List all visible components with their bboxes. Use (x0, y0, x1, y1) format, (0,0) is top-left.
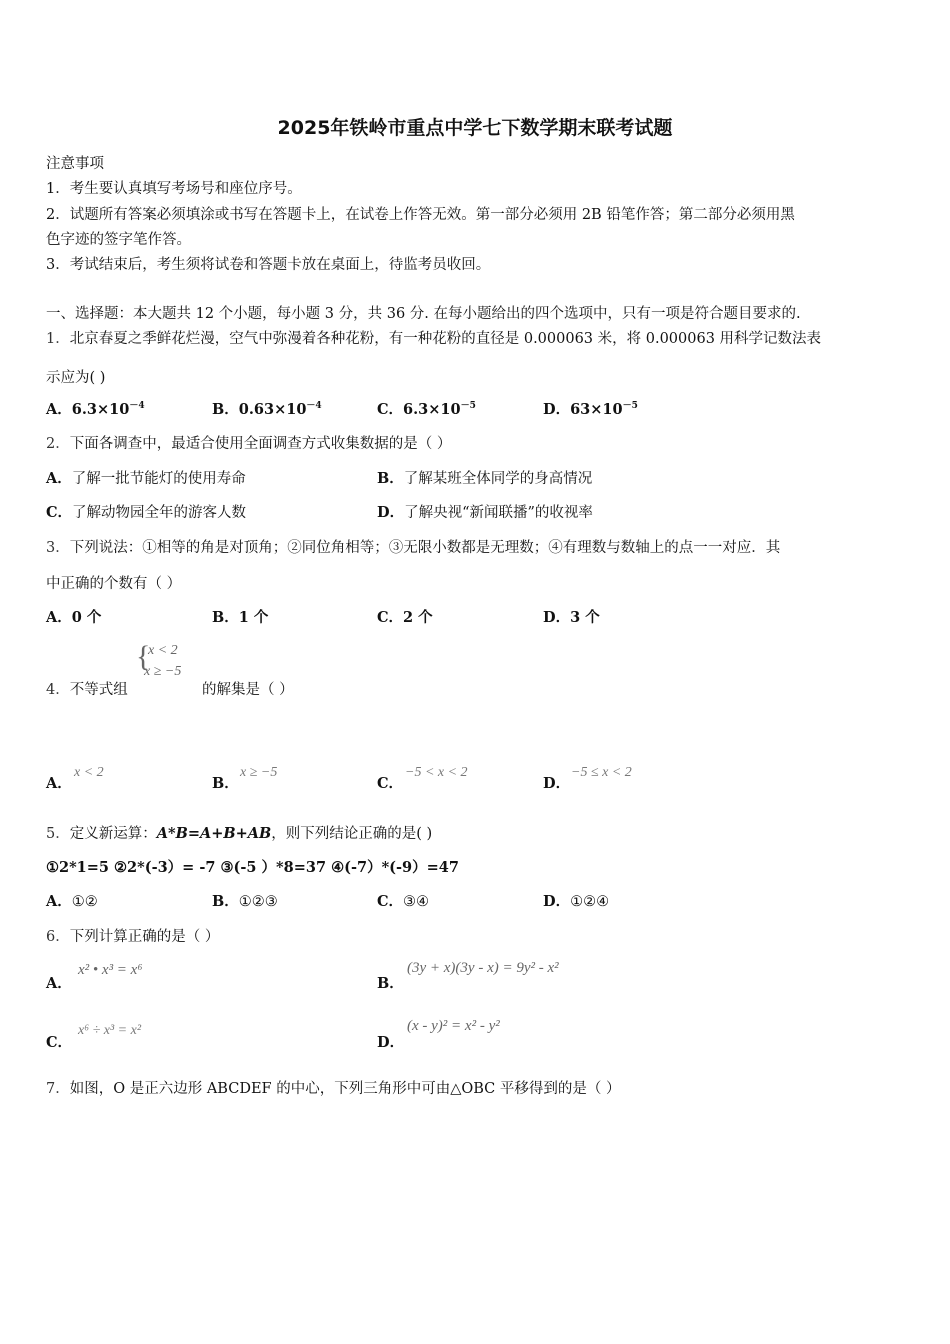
question-4-post: 的解集是（ ） (202, 682, 294, 698)
question-3 (46, 536, 780, 557)
q6-option-d-math: (x - y)² = x² - y² (407, 1018, 500, 1034)
question-6 (46, 925, 219, 946)
q4-option-c[interactable]: C． (377, 775, 404, 792)
question-5-statements: ①2*1=5 ②2*(-3）= -7 ③(-5 ）*8=37 ④(-7）*(-9）=47 (46, 859, 459, 876)
notice-item-1: 1．考生要认真填写考场号和座位序号。 (46, 181, 302, 197)
question-text: 北京春夏之季鲜花烂漫，空气中弥漫着各种花粉，有一种花粉的直径是 0.000063 米，将 0.000063 用科学记数法表 (69, 331, 822, 347)
q4-option-d[interactable]: D． (543, 775, 571, 792)
q1-option-a[interactable]: A．$6.3\times 10^{-4}$ (46, 401, 145, 418)
question-number: 1． (46, 331, 70, 347)
q2-option-a[interactable]: A．了解一批节能灯的使用寿命 (46, 470, 246, 487)
question-5: 5．定义新运算：A*B=A+B+AB，则下列结论正确的是( ) (46, 825, 433, 842)
question-text: 下列计算正确的是（ ） (69, 929, 220, 945)
operation-expression: A*B=A+B+AB (156, 825, 272, 842)
question-7 (46, 1077, 620, 1098)
q3-option-a[interactable]: A．0 个 (46, 609, 102, 626)
q6-option-a[interactable]: A． (46, 975, 72, 992)
q6-option-a-math: x² • x³ = x⁶ (78, 962, 143, 978)
q2-option-d[interactable]: D．了解央视“新闻联播”的收视率 (377, 504, 593, 521)
question-number: 7． (46, 1081, 70, 1097)
q5-option-b[interactable]: B．①②③ (212, 893, 278, 910)
q4-option-b[interactable]: B． (212, 775, 239, 792)
q5-option-c[interactable]: C．③④ (377, 893, 430, 910)
q6-option-c-math: x⁶ ÷ x³ = x² (78, 1023, 142, 1038)
q1-option-c[interactable]: C．$6.3\times 10^{-5}$ (377, 401, 476, 418)
q1-option-d[interactable]: D．$63\times 10^{-5}$ (543, 401, 638, 418)
q6-option-c[interactable]: C． (46, 1034, 73, 1051)
q3-option-b[interactable]: B．1 个 (212, 609, 269, 626)
q6-option-b[interactable]: B． (377, 975, 404, 992)
q4-option-a[interactable]: A． (46, 775, 72, 792)
question-number: 6． (46, 929, 70, 945)
q1-option-b[interactable]: B．$0.63\times 10^{-4}$ (212, 401, 322, 418)
q2-option-c[interactable]: C．了解动物园全年的游客人数 (46, 504, 247, 521)
notice-item-3: 3．考试结束后，考生须将试卷和答题卡放在桌面上，待监考员收回。 (46, 257, 491, 273)
q5-option-a[interactable]: A．①② (46, 893, 98, 910)
question-number: 5． (46, 826, 70, 842)
section-heading: 一、选择题：本大题共 12 个小题，每小题 3 分，共 36 分. 在每小题给出的四个选项中，只有一项是符合题目要求的. (46, 306, 801, 322)
q3-option-d[interactable]: D．3 个 (543, 609, 600, 626)
question-2 (46, 432, 451, 453)
question-number: 4． (46, 682, 70, 698)
question-1-cont: 示应为( ) (46, 370, 106, 386)
question-text: 下面各调查中，最适合使用全面调查方式收集数据的是（ ） (69, 436, 452, 452)
q3-option-c[interactable]: C．2 个 (377, 609, 433, 626)
question-text-pre: 不等式组 (69, 682, 128, 698)
page-title: 2025年铁岭市重点中学七下数学期末联考试题 (277, 117, 673, 139)
question-1 (46, 327, 821, 348)
q6-option-b-math: (3y + x)(3y - x) = 9y² - x² (407, 960, 559, 976)
q6-option-d[interactable]: D． (377, 1034, 405, 1051)
q5-option-d[interactable]: D．①②④ (543, 893, 610, 910)
notice-item-2-cont: 色字迹的签字笔作答。 (46, 232, 191, 248)
question-number: 2． (46, 436, 70, 452)
question-number: 3． (46, 540, 70, 556)
question-text: 下列说法：①相等的角是对顶角；②同位角相等；③无限小数都是无理数；④有理数与数轴上的点一一对应．其 (69, 540, 781, 556)
notice-item-2: 2．试题所有答案必须填涂或书写在答题卡上，在试卷上作答无效。第一部分必须用 2B 铅笔作答；第二部分必须用黑 (46, 207, 795, 223)
brace-icon: { (136, 640, 151, 673)
system-line-1: x < 2 (148, 643, 178, 658)
q4-option-d-math: −5 ≤ x < 2 (571, 765, 632, 780)
q4-option-a-math: x < 2 (74, 765, 104, 780)
q4-option-b-math: x ≥ −5 (240, 765, 278, 780)
question-4 (46, 678, 128, 699)
q2-option-b[interactable]: B．了解某班全体同学的身高情况 (377, 470, 593, 487)
question-text: 如图，O 是正六边形 ABCDEF 的中心，下列三角形中可由△OBC 平移得到的是（ ） (69, 1081, 621, 1097)
system-line-2: x ≥ −5 (144, 664, 182, 679)
q4-option-c-math: −5 < x < 2 (405, 765, 468, 780)
question-3-cont: 中正确的个数有（ ） (46, 576, 182, 592)
notice-heading: 注意事项 (46, 156, 104, 172)
